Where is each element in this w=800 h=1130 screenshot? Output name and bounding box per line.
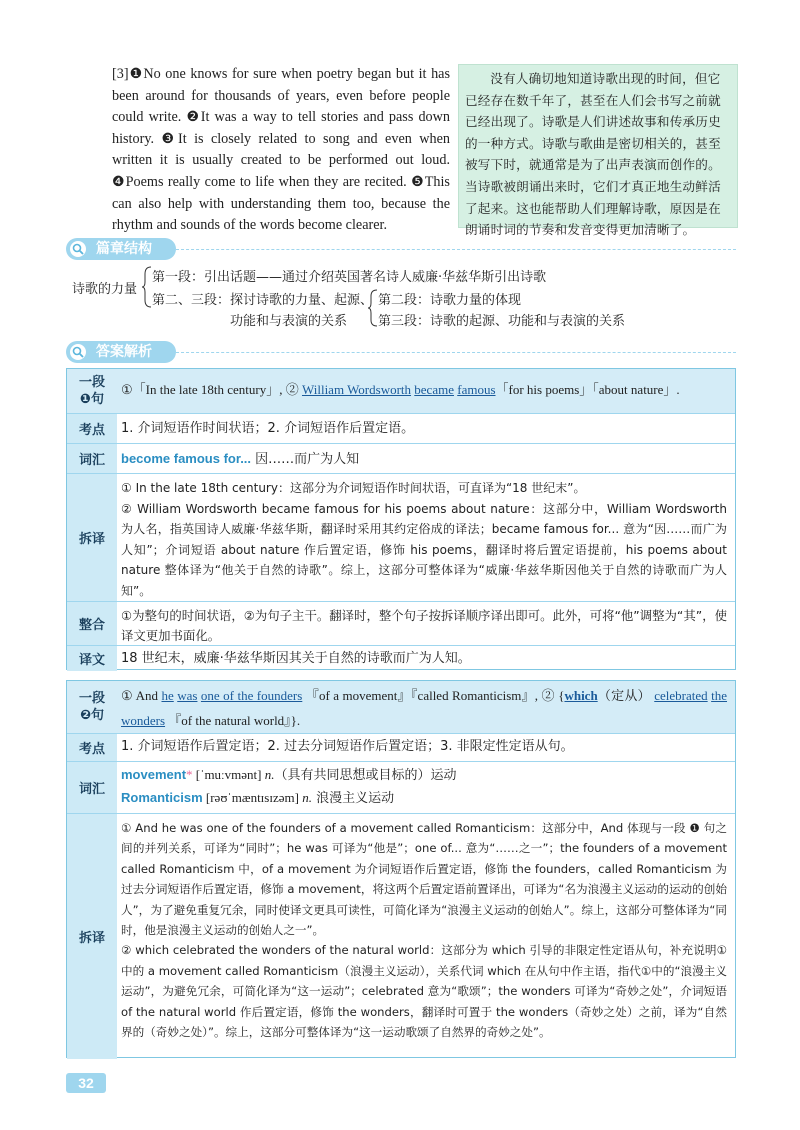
row-label: 整合	[67, 602, 117, 645]
verb: celebrated	[654, 688, 708, 703]
english-passage	[112, 64, 450, 237]
structure-section-header	[66, 238, 176, 260]
sentence-3-num: ❸	[161, 130, 179, 147]
brace-icon	[368, 289, 378, 327]
sentence-part: 『of the natural world』}.	[168, 713, 301, 728]
chaiyi-text	[121, 474, 727, 601]
row-label: 词汇	[67, 762, 117, 813]
row-label: 考点	[67, 734, 117, 761]
sentence-5-num: ❺	[411, 173, 425, 190]
page-number: 32	[66, 1073, 106, 1093]
vocab-term: Romanticism	[121, 790, 203, 805]
kaodian-text: 1. 介词短语作时间状语；2. 介词短语作后置定语。	[121, 421, 415, 436]
divider	[176, 249, 736, 251]
vocab-entry	[121, 787, 727, 810]
part-of-speech: n.	[302, 790, 312, 805]
structure-branch-2-line1: 第二、三段：探讨诗歌的力量、起源、	[152, 293, 374, 308]
table-row	[67, 813, 735, 1059]
table-row	[67, 369, 735, 413]
table-row	[67, 601, 735, 645]
table-row	[67, 681, 735, 733]
table-row	[67, 443, 735, 473]
analysis-table-2	[66, 680, 736, 1058]
row-label: 拆译	[67, 474, 117, 601]
row-label: 译文	[67, 646, 117, 671]
row-label: 词汇	[67, 444, 117, 473]
row-label: 考点	[67, 414, 117, 443]
paragraph-number: [3]	[112, 66, 129, 82]
brace-icon	[142, 266, 152, 308]
part-of-speech: n.	[264, 767, 275, 782]
kaodian-text: 1. 介词短语作后置定语；2. 过去分词短语作后置定语；3. 非限定性定语从句。	[121, 739, 574, 754]
structure-sub-1: 第二段：诗歌力量的体现	[378, 293, 522, 308]
complement: famous	[457, 382, 496, 397]
subject: he	[161, 688, 174, 703]
sentence-2: It was a way to tell stories and pass down history.	[112, 109, 450, 147]
vocab-term: movement	[121, 767, 187, 782]
answer-section-header	[66, 341, 176, 363]
structure-root: 诗歌的力量	[72, 282, 138, 297]
sentence-4: Poems really come to life when they are recited.	[125, 173, 412, 190]
sentence-part: 「for his poems」「about nature」.	[495, 382, 680, 397]
sentence-analysis	[121, 369, 727, 413]
structure-diagram	[72, 264, 732, 330]
phonetic: [ˈmuːvmənt]	[192, 767, 265, 782]
phonetic: [rəʊˈmæntɪsɪzəm]	[202, 790, 303, 805]
chaiyi-item: ① And he was one of the founders of a movement called Romanticism：这部分中，And 体现与一段 ❶ 句之间的并列关系，可译为“同时”；he was 可译为“他是”；one of... 意为“……之一”；the founders of a movement called Romanticism 中，of a movement 为介词短语作后置定语，修饰 the founders，called Romanticism 为过去分词短语作后置定语，修饰 a movement，将这两个后置定语前置译出，可译为“名为浪漫主义运动的运动的创始人”，为了避免重复冗余，同时使译文更具可读性，可简化译为“浪漫主义运动的创始人”。综上，这部分可整体译为“同时，他是浪漫主义运动的创始人之一”。	[121, 821, 727, 938]
chinese-translation-box: 没有人确切地知道诗歌出现的时间，但它已经存在数千年了，甚至在人们会书写之前就已经出现了。诗歌是人们讲述故事和传承历史的一种方式。诗歌与歌曲是密切相关的，甚至被写下时，就通常是为了出声表演而创作的。当诗歌被朗诵出来时，它们才真正地生动鲜活了起来。这也能帮助人们理解诗歌，原因是在朗诵时词的节奏和发音变得更加清晰了。	[458, 64, 738, 228]
sentence-part: ① And	[121, 688, 162, 703]
subject: William Wordsworth	[301, 382, 412, 397]
sentence-part: ①「In the late 18th century」, ②	[121, 382, 302, 397]
chaiyi-text	[121, 814, 727, 1059]
sentence-part: （定从）	[597, 689, 651, 704]
structure-sub-2: 第三段：诗歌的起源、功能和与表演的关系	[378, 314, 626, 329]
sentence-3: It is closely related to song and even when written it is usually created to be performed out loud.	[112, 130, 450, 169]
vocab-definition: （具有共同思想或目标的）运动	[274, 768, 457, 783]
sentence-2-num: ❷	[186, 109, 201, 126]
table-row	[67, 413, 735, 443]
chaiyi-item: ① In the late 18th century：这部分为介词短语作时间状语，可直译为“18 世纪末”。	[121, 481, 586, 495]
object: one of the founders	[200, 688, 303, 703]
sentence-1-num: ❶	[128, 66, 144, 82]
relative-pronoun: which	[564, 688, 598, 703]
analysis-table-1	[66, 368, 736, 670]
structure-branch-1: 第一段：引出话题——通过介绍英国著名诗人威廉·华兹华斯引出诗歌	[152, 270, 547, 285]
table-row	[67, 761, 735, 813]
magnifier-icon	[70, 241, 86, 257]
structure-section-title: 篇章结构	[96, 241, 152, 257]
vocab-definition: 浪漫主义运动	[311, 791, 395, 806]
table-row	[67, 733, 735, 761]
sentence-label: 一段 ❶句	[67, 369, 117, 413]
sentence-4-num: ❹	[112, 173, 126, 190]
zhenghe-text: ①为整句的时间状语，②为句子主干。翻译时，整个句子按拆译顺序译出即可。此外，可将“他”调整为“其”，使译文更加书面化。	[121, 608, 727, 643]
vocab-term: become famous for...	[121, 451, 252, 466]
verb: became	[414, 382, 454, 397]
sentence-5: This can also help with understanding them too, because the rhythm and sounds of the words become clearer.	[112, 173, 450, 234]
sentence-label: 一段 ❷句	[67, 681, 117, 733]
sentence-part: 『of a movement』『called Romanticism』, ② {	[305, 688, 565, 703]
table-row	[67, 645, 735, 671]
star-icon: *	[186, 767, 193, 782]
vocab-entry	[121, 444, 727, 473]
chaiyi-item: ② William Wordsworth became famous for his poems about nature：这部分中，William Wordsworth 为人名，指英国诗人威廉·华兹华斯，翻译时采用其约定俗成的译法；became famous for... 意为“因……而广为人知”；介词短语 about nature 作后置定语，修饰 his poems，翻译时将后置定语提前，his poems about nature 整体译为“他关于自然的诗歌”。综上，这部分可整体译为“威廉·华兹华斯因他关于自然的诗歌而广为人知”。	[121, 501, 727, 598]
object: the wonders	[121, 688, 728, 728]
row-label: 拆译	[67, 814, 117, 1059]
structure-branch-2-line2: 功能和与表演的关系	[230, 314, 348, 329]
sentence-analysis	[121, 681, 727, 733]
vocab-entry	[121, 764, 727, 787]
divider	[176, 352, 736, 354]
yiwen-text: 18 世纪末，威廉·华兹华斯因其关于自然的诗歌而广为人知。	[121, 651, 471, 666]
magnifier-icon	[70, 344, 86, 360]
chaiyi-item: ② which celebrated the wonders of the natural world：这部分为 which 引导的非限定性定语从句，补充说明①中的 a movement called Romanticism（浪漫主义运动），关系代词 which 在从句中作主语，指代①中的“浪漫主义运动”，为避免冗余，可简化译为“这一运动”；celebrated 意为“歌颂”；the wonders 可译为“奇妙之处”，介词短语 of the natural world 作后置定语，修饰 the wonders，翻译时可置于 the wonders（奇妙之处）之前，译为“自然界的（奇妙之处）”。综上，这部分可整体译为“这一运动歌颂了自然界的奇妙之处”。	[121, 943, 727, 1040]
sentence-1: No one knows for sure when poetry began but it has been around for thousands of years, even before people could write.	[112, 66, 450, 126]
answer-section-title: 答案解析	[96, 344, 152, 360]
vocab-list	[121, 762, 727, 813]
table-row	[67, 473, 735, 601]
vocab-definition: 因……而广为人知	[251, 452, 360, 467]
verb: was	[177, 688, 198, 703]
